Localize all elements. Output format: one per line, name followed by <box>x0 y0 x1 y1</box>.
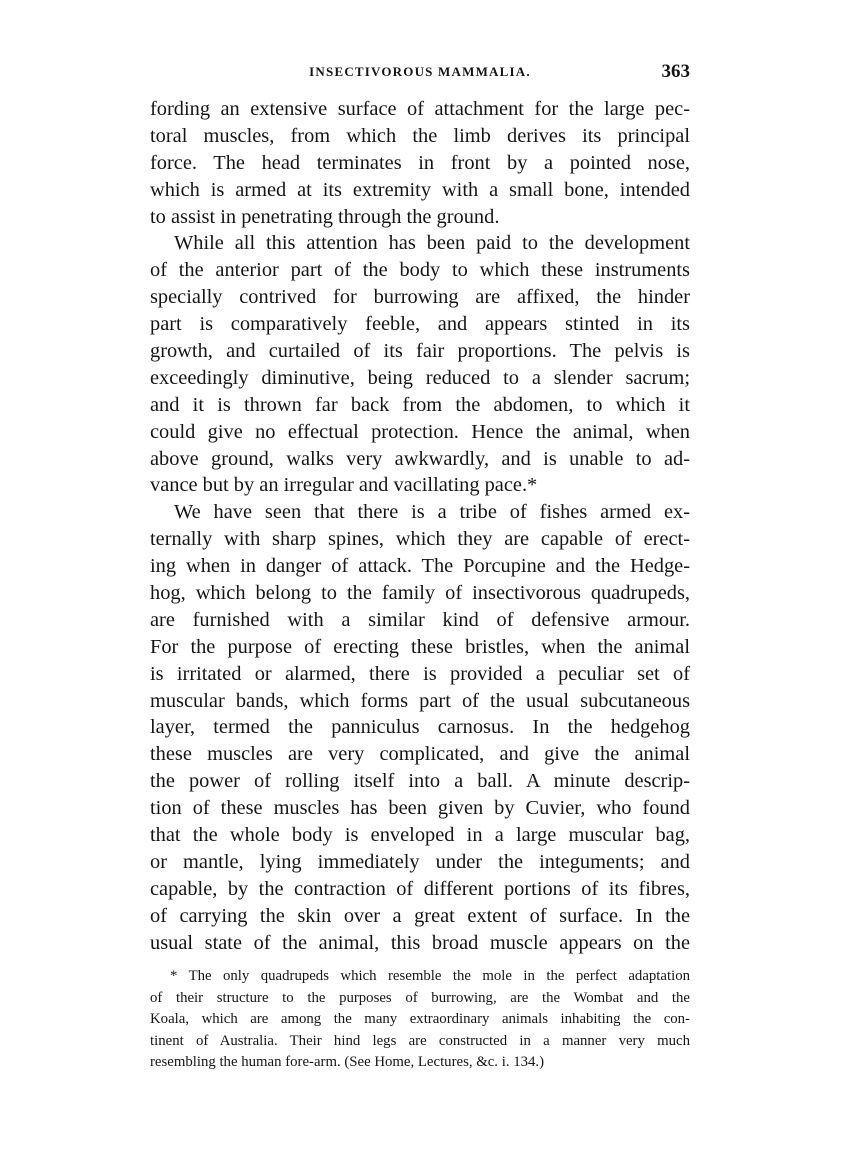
body-text <box>150 96 690 957</box>
text-line: the power of rolling itself into a ball. A minute descrip- <box>150 770 690 793</box>
text-line: could give no effectual protection. Hence the animal, when <box>150 420 690 443</box>
footnote-line: tinent of Australia. Their hind legs are constructed in a manner very much <box>150 1032 690 1049</box>
text-line: exceedingly diminutive, being reduced to a slender sacrum; <box>150 366 690 389</box>
paragraph-start-line: While all this attention has been paid to the development <box>174 232 690 255</box>
text-line: ing when in danger of attack. The Porcupine and the Hedge- <box>150 555 690 578</box>
paragraph-start-line: We have seen that there is a tribe of fishes armed ex- <box>174 501 690 524</box>
footnote-line: resembling the human fore-arm. (See Home, Lectures, &c. i. 134.) <box>150 1054 545 1070</box>
text-line: ternally with sharp spines, which they are capable of erect- <box>150 528 690 551</box>
text-line: part is comparatively feeble, and appears stinted in its <box>150 313 690 336</box>
text-line: vance but by an irregular and vacillating pace.* <box>150 474 538 497</box>
text-line: which is armed at its extremity with a small bone, intended <box>150 178 690 201</box>
footnote-line: of their structure to the purposes of burrowing, are the Wombat and the <box>150 989 690 1006</box>
text-line: layer, termed the panniculus carnosus. In the hedgehog <box>150 716 690 739</box>
text-line: force. The head terminates in front by a pointed nose, <box>150 151 690 174</box>
page-number: 363 <box>661 61 690 82</box>
text-line: and it is thrown far back from the abdomen, to which it <box>150 393 690 416</box>
text-line: of the anterior part of the body to which these instruments <box>150 259 690 282</box>
footnote <box>150 966 690 1074</box>
text-line: capable, by the contraction of different portions of its fibres, <box>150 877 690 900</box>
text-line: muscular bands, which forms part of the usual subcutaneous <box>150 689 690 712</box>
text-line: above ground, walks very awkwardly, and is unable to ad- <box>150 447 690 470</box>
text-line: hog, which belong to the family of insectivorous quadrupeds, <box>150 582 690 605</box>
text-line: growth, and curtailed of its fair proportions. The pelvis is <box>150 340 690 363</box>
text-line: specially contrived for burrowing are affixed, the hinder <box>150 286 690 309</box>
footnote-line: * The only quadrupeds which resemble the mole in the perfect adaptation <box>170 968 690 984</box>
text-line: are furnished with a similar kind of defensive armour. <box>150 608 690 631</box>
text-line: For the purpose of erecting these bristles, when the animal <box>150 635 690 658</box>
text-line: or mantle, lying immediately under the integuments; and <box>150 850 690 873</box>
text-line: to assist in penetrating through the ground. <box>150 205 500 228</box>
text-line: fording an extensive surface of attachment for the large pec- <box>150 98 690 120</box>
text-line: of carrying the skin over a great extent of surface. In the <box>150 904 690 927</box>
footnote-line: Koala, which are among the many extraordinary animals inhabiting the con- <box>150 1011 690 1027</box>
text-line: usual state of the animal, this broad muscle appears on the <box>150 931 690 954</box>
text-line: that the whole body is enveloped in a large muscular bag, <box>150 824 690 847</box>
text-line: toral muscles, from which the limb derives its principal <box>150 124 690 147</box>
text-line: is irritated or alarmed, there is provided a peculiar set of <box>150 662 690 685</box>
running-title: INSECTIVOROUS MAMMALIA. <box>309 64 531 79</box>
text-line: tion of these muscles has been given by Cuvier, who found <box>150 797 690 820</box>
text-line: these muscles are very complicated, and give the animal <box>150 743 690 766</box>
running-head <box>150 61 690 86</box>
